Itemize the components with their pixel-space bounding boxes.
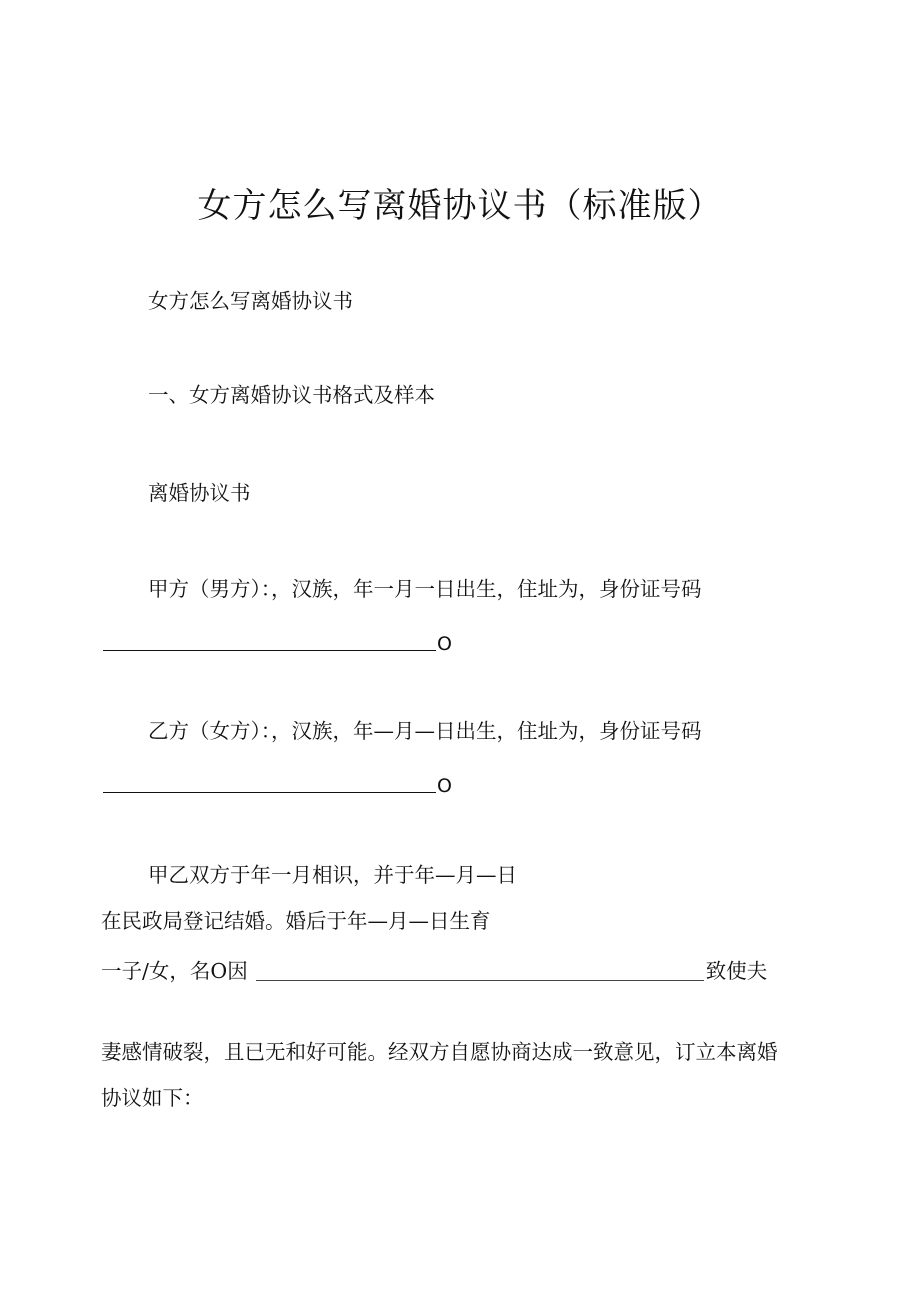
party-b-id-blank — [103, 792, 436, 793]
party-a-line: 甲方（男方）：，汉族，年一月一日出生，住址为，身份证号码 — [148, 577, 702, 601]
party-b-end-mark: O — [437, 775, 452, 797]
paragraph-subtitle: 女方怎么写离婚协议书 — [148, 289, 353, 313]
agreement-heading: 离婚协议书 — [148, 481, 251, 505]
conclusion-line-2: 协议如下： — [101, 1086, 204, 1110]
conclusion-line-1: 妻感情破裂，且已无和好可能。经双方自愿协商达成一致意见，订立本离婚 — [101, 1040, 778, 1064]
document-title: 女方怎么写离婚协议书（标准版） — [197, 186, 723, 226]
party-b-line: 乙方（女方）：，汉族，年—月—日出生，住址为，身份证号码 — [148, 719, 702, 743]
reason-blank — [256, 960, 704, 981]
marriage-line-3 — [101, 957, 767, 985]
party-a-end-mark: O — [437, 633, 452, 655]
marriage-line-3-end: 致使夫 — [705, 959, 768, 983]
marriage-line-3-start: 一子/女，名O因 — [101, 959, 248, 983]
marriage-line-2: 在民政局登记结婚。婚后于年—月—日生育 — [101, 909, 491, 933]
marriage-line-1: 甲乙双方于年一月相识，并于年—月—日 — [148, 863, 517, 887]
section-heading: 一、女方离婚协议书格式及样本 — [148, 383, 435, 407]
party-a-id-blank — [103, 650, 436, 651]
